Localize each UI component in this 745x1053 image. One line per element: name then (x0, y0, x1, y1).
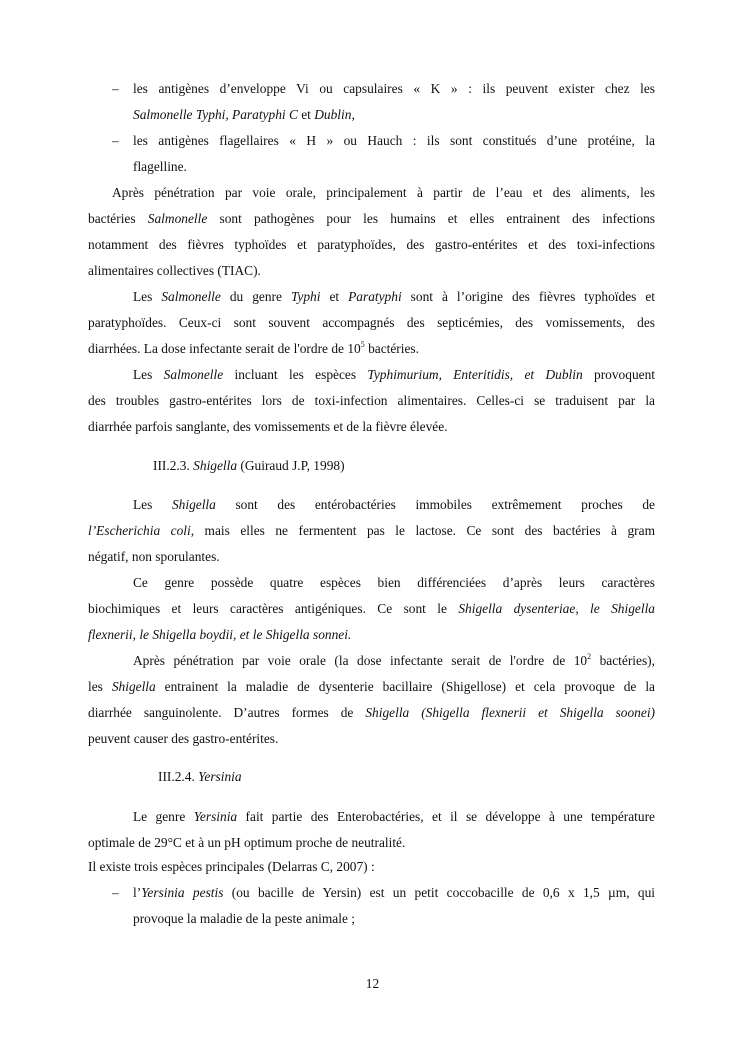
exponent: 5 (360, 340, 365, 349)
paragraph-line: Les Salmonelle du genre Typhi et Paratyphi sont à l’origine des fièvres typhoïdes et (133, 289, 656, 304)
paragraph-line: flexnerii, le Shigella boydii, et le Shigella sonnei. (88, 627, 352, 642)
paragraph-line: paratyphoïdes. Ceux-ci sont souvent accompagnés des septicémies, des vomissements, des (88, 315, 655, 330)
bullet-dash: – (112, 81, 119, 96)
section-heading-shigella: III.2.3. Shigella (Guiraud J.P, 1998) (153, 458, 345, 473)
paragraph-line: Le genre Yersinia fait partie des Enterobactéries, et il se développe à une température (133, 809, 656, 824)
paragraph-line: négatif, non sporulantes. (88, 549, 220, 564)
paragraph-line: Les Salmonelle incluant les espèces Typhimurium, Enteritidis, et Dublin provoquent (133, 367, 655, 382)
paragraph-line: Il existe trois espèces principales (Delarras C, 2007) : (88, 859, 375, 874)
bullet-text-line: Salmonelle Typhi, Paratyphi C et Dublin, (133, 107, 355, 122)
paragraph-line: Après pénétration par voie orale (la dose infectante serait de l'ordre de $10^2$ bactéries), (133, 652, 655, 668)
exponent: 2 (587, 652, 592, 661)
paragraph-line: notamment des fièvres typhoïdes et paratyphoïdes, des gastro-entérites et des toxi-infections (88, 237, 655, 252)
paragraph-line: les Shigella entrainent la maladie de dysenterie bacillaire (Shigellose) et cela provoque de la (88, 679, 655, 694)
page-number: 12 (365, 976, 380, 991)
bullet-text-line: flagelline. (133, 159, 187, 174)
paragraph-line: optimale de 29°C et à un pH optimum proche de neutralité. (88, 835, 406, 850)
paragraph-line: biochimiques et leurs caractères antigéniques. Ce sont le Shigella dysenteriae, le Shigella (88, 601, 655, 616)
bullet-text-line: l’Yersinia pestis (ou bacille de Yersin) est un petit coccobacille de 0,6 x 1,5 µm, qui (133, 885, 655, 900)
bullet-text-line: les antigènes d’enveloppe Vi ou capsulaires « K » : ils peuvent exister chez les (133, 81, 655, 96)
paragraph-line: Après pénétration par voie orale, principalement à partir de l’eau et des aliments, les (112, 185, 655, 200)
paragraph-line: peuvent causer des gastro-entérites. (88, 731, 279, 746)
bullet-text-line: les antigènes flagellaires « H » ou Hauch : ils sont constitués d’une protéine, la (133, 133, 655, 148)
paragraph-line: bactéries Salmonelle sont pathogènes pour les humains et elles entrainent des infections (88, 211, 655, 226)
bullet-dash: – (112, 133, 119, 148)
paragraph-line: diarrhée parfois sanglante, des vomissements et de la fièvre élevée. (88, 419, 448, 434)
bullet-dash: – (112, 885, 119, 900)
paragraph-line: diarrhées. La dose infectante serait de l'ordre de $10^5$ bactéries. (88, 340, 419, 356)
paragraph-line: Ce genre possède quatre espèces bien différenciées d’après leurs caractères (133, 575, 655, 590)
section-heading-yersinia: III.2.4. Yersinia (158, 769, 242, 784)
paragraph-line: Les Shigella sont des entérobactéries immobiles extrêmement proches de (133, 497, 656, 512)
paragraph-line: l’Escherichia coli, mais elles ne fermentent pas le lactose. Ce sont des bactéries à gram (88, 523, 655, 538)
paragraph-line: des troubles gastro-entérites lors de toxi-infection alimentaires. Celles-ci se traduisent par la (88, 393, 655, 408)
paragraph-line: alimentaires collectives (TIAC). (88, 263, 261, 278)
bullet-text-line: provoque la maladie de la peste animale ; (133, 911, 355, 926)
paragraph-line: diarrhée sanguinolente. D’autres formes de Shigella (Shigella flexnerii et Shigella soonei) (88, 705, 655, 720)
